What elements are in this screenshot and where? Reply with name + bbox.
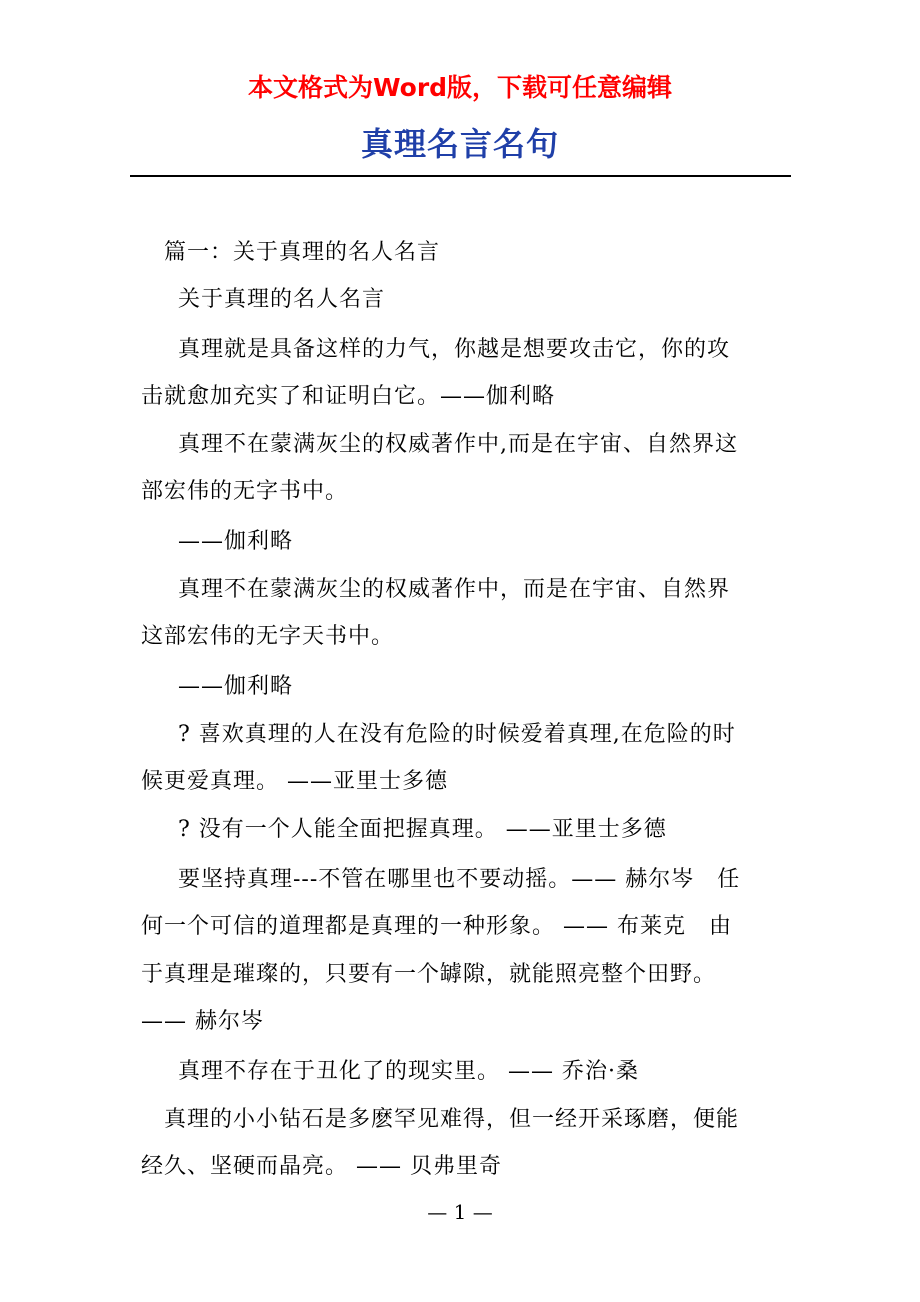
page-number: — 1 — bbox=[427, 1200, 493, 1224]
title-divider bbox=[130, 175, 791, 177]
paragraph-line: 这部宏伟的无字天书中。 bbox=[141, 624, 395, 649]
format-notice: 本文格式为Word版，下载可任意编辑 bbox=[247, 73, 673, 102]
section-heading: 篇一：关于真理的名人名言 bbox=[164, 240, 441, 265]
paragraph-line: —— 赫尔岑 bbox=[141, 1009, 264, 1034]
paragraph-line: 部宏伟的无字书中。 bbox=[141, 479, 349, 504]
page-title: 真理名言名句 bbox=[360, 125, 559, 163]
paragraph-line: 要坚持真理---不管在哪里也不要动摇。—— 赫尔岑 任 bbox=[178, 867, 741, 892]
paragraph-line: 真理不在蒙满灰尘的权威著作中,而是在宇宙、自然界这 bbox=[178, 432, 738, 457]
paragraph-line: 候更爱真理。 ——亚里士多德 bbox=[141, 769, 448, 794]
paragraph-line: ? 没有一个人能全面把握真理。 ——亚里士多德 bbox=[178, 817, 667, 842]
paragraph-line: 真理的小小钻石是多麽罕见难得，但一经开采琢磨，便能 bbox=[164, 1107, 740, 1132]
paragraph-line: ——伽利略 bbox=[178, 529, 294, 554]
paragraph-line: ——伽利略 bbox=[178, 674, 294, 699]
paragraph-line: 于真理是璀璨的，只要有一个罅隙，就能照亮整个田野。 bbox=[141, 962, 717, 987]
paragraph-line: 关于真理的名人名言 bbox=[178, 287, 386, 312]
paragraph-line: 击就愈加充实了和证明白它。——伽利略 bbox=[141, 384, 556, 409]
paragraph-line: 真理就是具备这样的力气，你越是想要攻击它，你的攻 bbox=[178, 337, 731, 362]
paragraph-line: 何一个可信的道理都是真理的一种形象。 —— 布莱克 由 bbox=[141, 914, 732, 939]
paragraph-line: 经久、坚硬而晶亮。 —— 贝弗里奇 bbox=[141, 1154, 502, 1179]
paragraph-line: ? 喜欢真理的人在没有危险的时候爱着真理,在危险的时 bbox=[178, 722, 736, 747]
paragraph-line: 真理不存在于丑化了的现实里。 —— 乔治·桑 bbox=[178, 1059, 639, 1084]
paragraph-line: 真理不在蒙满灰尘的权威著作中，而是在宇宙、自然界 bbox=[178, 577, 731, 602]
